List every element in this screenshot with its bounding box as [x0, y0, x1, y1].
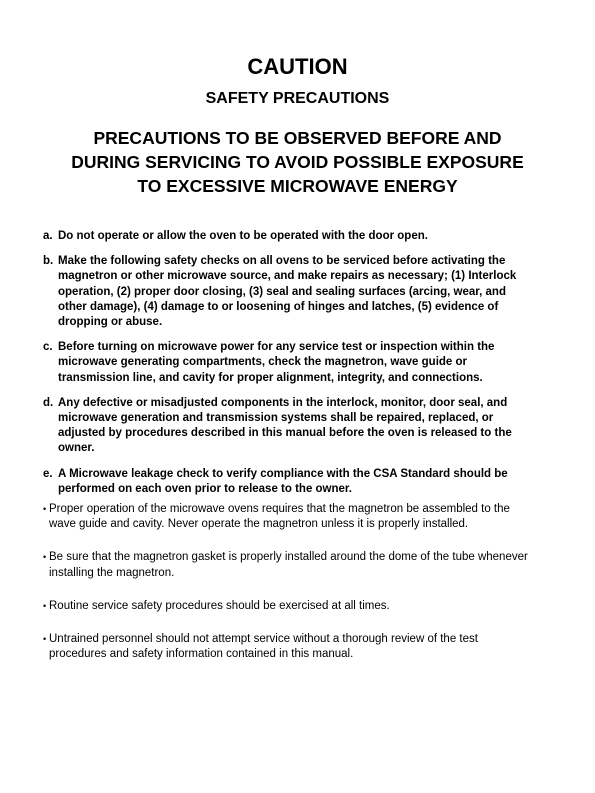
list-item	[43, 396, 543, 457]
item-text-line: owner.	[58, 442, 95, 455]
item-marker: a.	[43, 230, 53, 242]
bullet-text-line: Be sure that the magnetron gasket is properly installed around the dome of the tube whenever	[49, 551, 528, 564]
list-item	[43, 340, 543, 386]
item-marker: d.	[43, 396, 54, 409]
item-marker: c.	[43, 341, 53, 354]
general-notes-list	[43, 502, 563, 680]
bullet-icon: •	[43, 634, 47, 645]
item-text-line: Make the following safety checks on all ovens to be serviced before activating the	[58, 255, 506, 268]
list-item	[43, 229, 543, 244]
item-text-line: performed on each oven prior to release to the owner.	[58, 482, 352, 495]
bullet-text-line: Routine service safety procedures should be exercised at all times.	[49, 599, 390, 612]
page-subtitle: SAFETY PRECAUTIONS	[205, 90, 390, 107]
item-text-line: Any defective or misadjusted components in the interlock, monitor, door seal, and	[58, 396, 508, 409]
list-item	[43, 550, 563, 580]
item-text-line: dropping or abuse.	[58, 316, 163, 329]
bullet-text-line: Proper operation of the microwave ovens requires that the magnetron be assembled to the	[49, 503, 510, 515]
precautions-heading	[0, 126, 595, 198]
bullet-text-line: procedures and safety information contained in this manual.	[49, 648, 354, 661]
item-text-line: operation, (2) proper door closing, (3) seal and sealing surfaces (arcing, wear, and	[58, 285, 506, 298]
list-item	[43, 254, 543, 330]
item-text-line: A Microwave leakage check to verify compliance with the CSA Standard should be	[58, 467, 508, 480]
bullet-text-line: Untrained personnel should not attempt service without a thorough review of the test	[49, 633, 478, 646]
safety-checks-list	[43, 229, 543, 507]
item-text-line: adjusted by procedures described in this manual before the oven is released to the	[58, 427, 512, 440]
item-text-line: transmission line, and cavity for proper alignment, integrity, and connections.	[58, 371, 483, 384]
item-text-line: magnetron or other microwave source, and make repairs as necessary; (1) Interlock	[58, 270, 517, 283]
heading-line: DURING SERVICING TO AVOID POSSIBLE EXPOSURE	[71, 152, 524, 172]
item-text-line: Before turning on microwave power for any service test or inspection within the	[58, 341, 495, 354]
list-item	[43, 599, 563, 614]
item-text-line: microwave generation and transmission systems shall be repaired, replaced, or	[58, 412, 494, 425]
bullet-icon: •	[43, 552, 47, 563]
list-item	[43, 502, 563, 532]
list-item	[43, 632, 563, 662]
bullet-text-line: wave guide and cavity. Never operate the magnetron unless it is properly installed.	[49, 518, 469, 531]
heading-line: PRECAUTIONS TO BE OBSERVED BEFORE AND	[93, 128, 502, 148]
item-text-line: Do not operate or allow the oven to be operated with the door open.	[58, 230, 428, 242]
list-item	[43, 467, 543, 497]
bullet-icon: •	[43, 504, 47, 514]
item-marker: b.	[43, 255, 54, 268]
bullet-text-line: installing the magnetron.	[49, 566, 175, 579]
heading-line: TO EXCESSIVE MICROWAVE ENERGY	[137, 176, 458, 196]
item-text-line: microwave generating compartments, check the magnetron, wave guide or	[58, 356, 468, 369]
item-text-line: other damage), (4) damage to or loosening of hinges and latches, (5) evidence of	[58, 300, 499, 313]
page-title: CAUTION	[247, 54, 348, 79]
bullet-icon: •	[43, 600, 47, 611]
item-marker: e.	[43, 467, 53, 480]
